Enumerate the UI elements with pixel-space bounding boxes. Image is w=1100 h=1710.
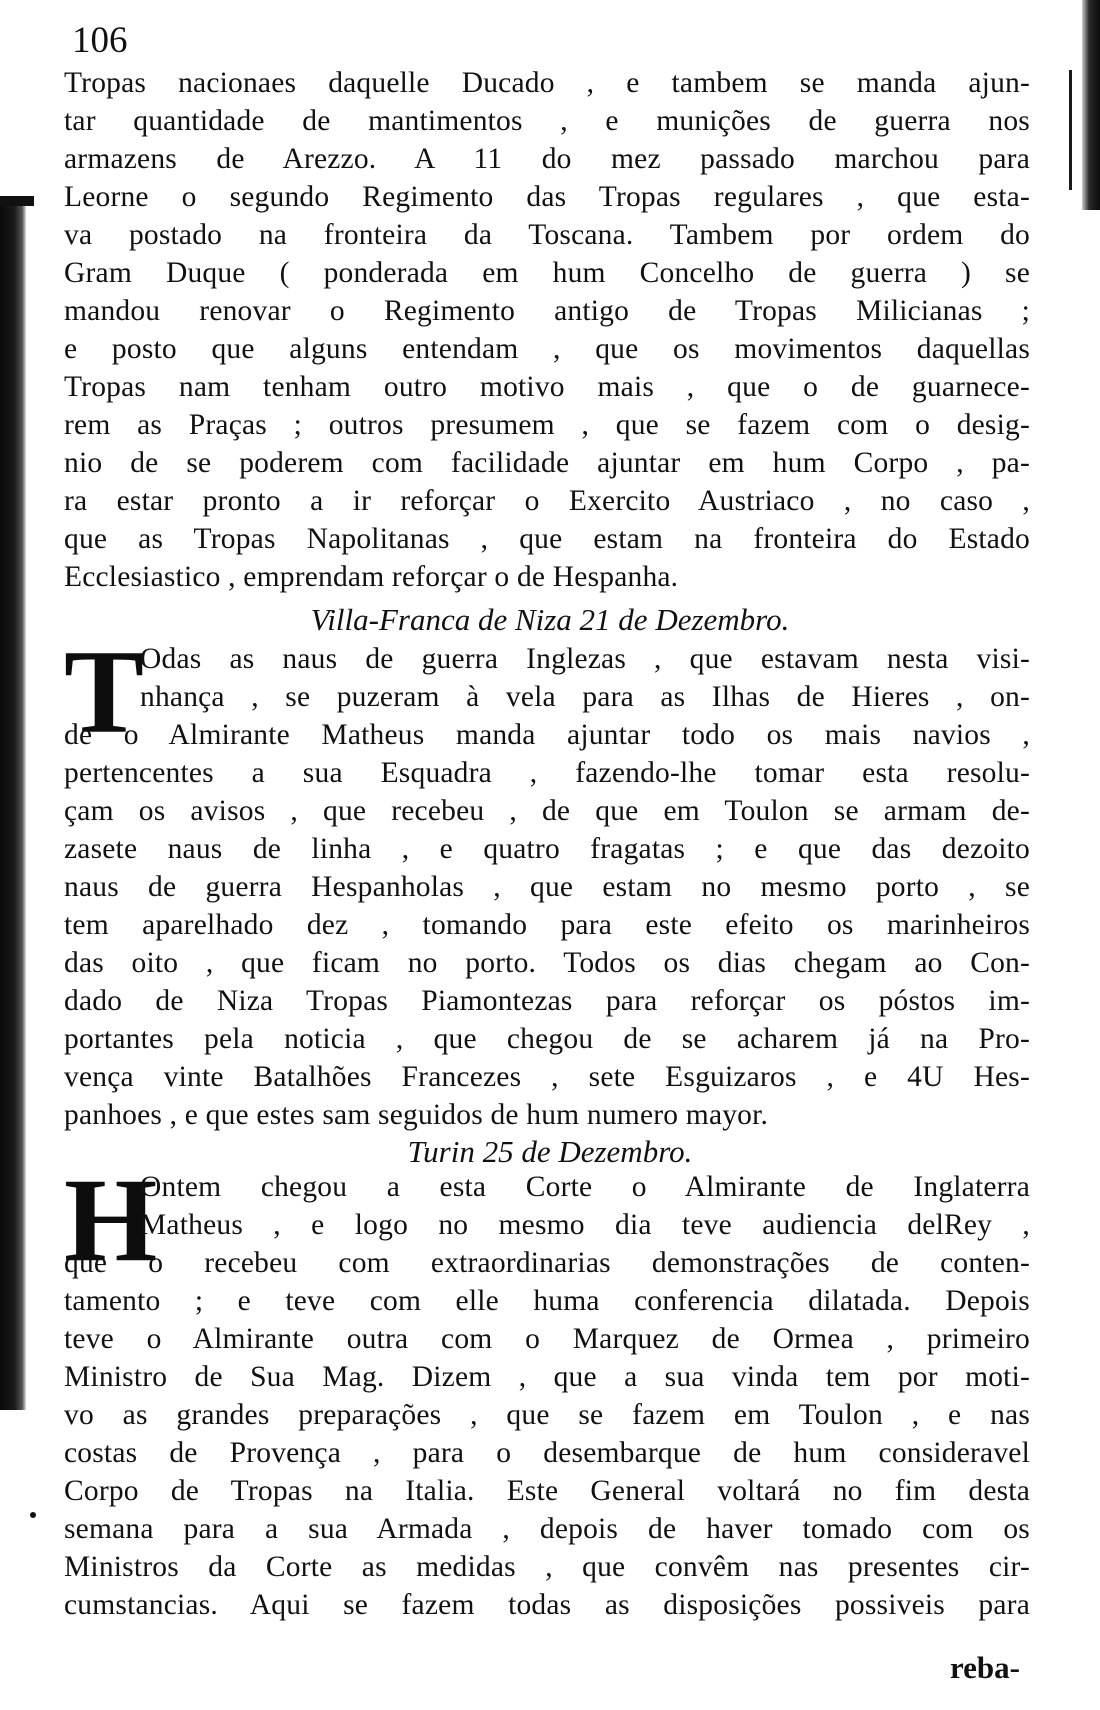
paragraph-continuation bbox=[64, 64, 1030, 596]
text-line: panhoes , e que estes sam seguidos de hum numero mayor. bbox=[64, 1099, 769, 1131]
scan-edge-right bbox=[1082, 0, 1100, 210]
text-line: armazens de Arezzo. A 11 do mez passado marchou para bbox=[64, 143, 1030, 175]
text-line: Leorne o segundo Regimento das Tropas regulares , que esta- bbox=[64, 181, 1030, 213]
text-line: tar quantidade de mantimentos , e munições de guerra nos bbox=[64, 105, 1030, 137]
text-line: Ecclesiastico , emprendam reforçar o de Hespanha. bbox=[64, 561, 679, 593]
dateline-turin: Turin 25 de Dezembro. bbox=[407, 1134, 693, 1169]
text-line: de o Almirante Matheus manda ajuntar todo os mais navios , bbox=[64, 719, 1030, 751]
text-line: Tropas nacionaes daquelle Ducado , e tambem se manda ajun- bbox=[64, 67, 1030, 99]
text-line: zasete naus de linha , e quatro fragatas ; e que das dezoito bbox=[64, 833, 1030, 865]
text-line: semana para a sua Armada , depois de haver tomado com os bbox=[64, 1513, 1030, 1545]
text-line: pertencentes a sua Esquadra , fazendo-lhe tomar esta resolu- bbox=[64, 757, 1030, 789]
page-number: 106 bbox=[72, 20, 128, 61]
text-line: Tropas nam tenham outro motivo mais , que o de guarnece- bbox=[64, 371, 1030, 403]
text-line: portantes pela noticia , que chegou de se acharem já na Pro- bbox=[64, 1023, 1030, 1055]
text-line: que as Tropas Napolitanas , que estam na fronteira do Estado bbox=[64, 523, 1030, 555]
ink-speck bbox=[30, 1512, 36, 1518]
text-line: Ministro de Sua Mag. Dizem , que a sua vinda tem por moti- bbox=[64, 1361, 1030, 1393]
scan-edge-left bbox=[0, 200, 26, 1410]
text-line: çam os avisos , que recebeu , de que em Toulon se armam de- bbox=[64, 795, 1030, 827]
text-line: vença vinte Batalhões Francezes , sete Esguizaros , e 4U Hes- bbox=[64, 1061, 1030, 1093]
text-line: tamento ; e teve com elle huma conferencia dilatada. Depois bbox=[64, 1285, 1030, 1317]
scan-edge-left-mark bbox=[0, 196, 34, 206]
text-line: Matheus , e logo no mesmo dia teve audiencia delRey , bbox=[140, 1209, 1030, 1241]
text-line: Corpo de Tropas na Italia. Este General voltará no fim desta bbox=[64, 1475, 1030, 1507]
text-line: ra estar pronto a ir reforçar o Exercito Austriaco , no caso , bbox=[64, 485, 1030, 517]
paragraph-villa-franca bbox=[64, 640, 1030, 1134]
text-line: dado de Niza Tropas Piamontezas para reforçar os póstos im- bbox=[64, 985, 1030, 1017]
text-line: tem aparelhado dez , tomando para este efeito os marinheiros bbox=[64, 909, 1030, 941]
text-line: e posto que alguns entendam , que os movimentos daquellas bbox=[64, 333, 1030, 365]
text-line: vo as grandes preparações , que se fazem em Toulon , e nas bbox=[64, 1399, 1030, 1431]
drop-cap-h: H bbox=[64, 1153, 158, 1286]
text-line: costas de Provença , para o desembarque de hum consideravel bbox=[64, 1437, 1030, 1469]
text-line: cumstancias. Aqui se fazem todas as disposições possiveis para bbox=[64, 1589, 1030, 1621]
text-line: Odas as naus de guerra Inglezas , que estavam nesta visi- bbox=[140, 643, 1030, 675]
text-line: Ministros da Corte as medidas , que convêm nas presentes cir- bbox=[64, 1551, 1030, 1583]
text-line: nhança , se puzeram à vela para as Ilhas de Hieres , on- bbox=[140, 681, 1030, 713]
text-line: que o recebeu com extraordinarias demonstrações de conten- bbox=[64, 1247, 1030, 1279]
text-line: Gram Duque ( ponderada em hum Concelho de guerra ) se bbox=[64, 257, 1030, 289]
paragraph-turin bbox=[64, 1168, 1030, 1624]
text-line: nio de se poderem com facilidade ajuntar em hum Corpo , pa- bbox=[64, 447, 1030, 479]
drop-cap-t: T bbox=[64, 625, 145, 758]
text-line: mandou renovar o Regimento antigo de Tropas Milicianas ; bbox=[64, 295, 1030, 327]
text-line: va postado na fronteira da Toscana. Tambem por ordem do bbox=[64, 219, 1030, 251]
text-line: naus de guerra Hespanholas , que estam no mesmo porto , se bbox=[64, 871, 1030, 903]
text-line: rem as Praças ; outros presumem , que se fazem com o desig- bbox=[64, 409, 1030, 441]
text-line: Ontem chegou a esta Corte o Almirante de Inglaterra bbox=[140, 1171, 1030, 1203]
scan-edge-right-line bbox=[1069, 70, 1072, 190]
catchword: reba- bbox=[949, 1650, 1020, 1685]
dateline-villa-franca: Villa-Franca de Niza 21 de Dezembro. bbox=[310, 602, 790, 637]
text-line: das oito , que ficam no porto. Todos os dias chegam ao Con- bbox=[64, 947, 1030, 979]
text-line: teve o Almirante outra com o Marquez de Ormea , primeiro bbox=[64, 1323, 1030, 1355]
